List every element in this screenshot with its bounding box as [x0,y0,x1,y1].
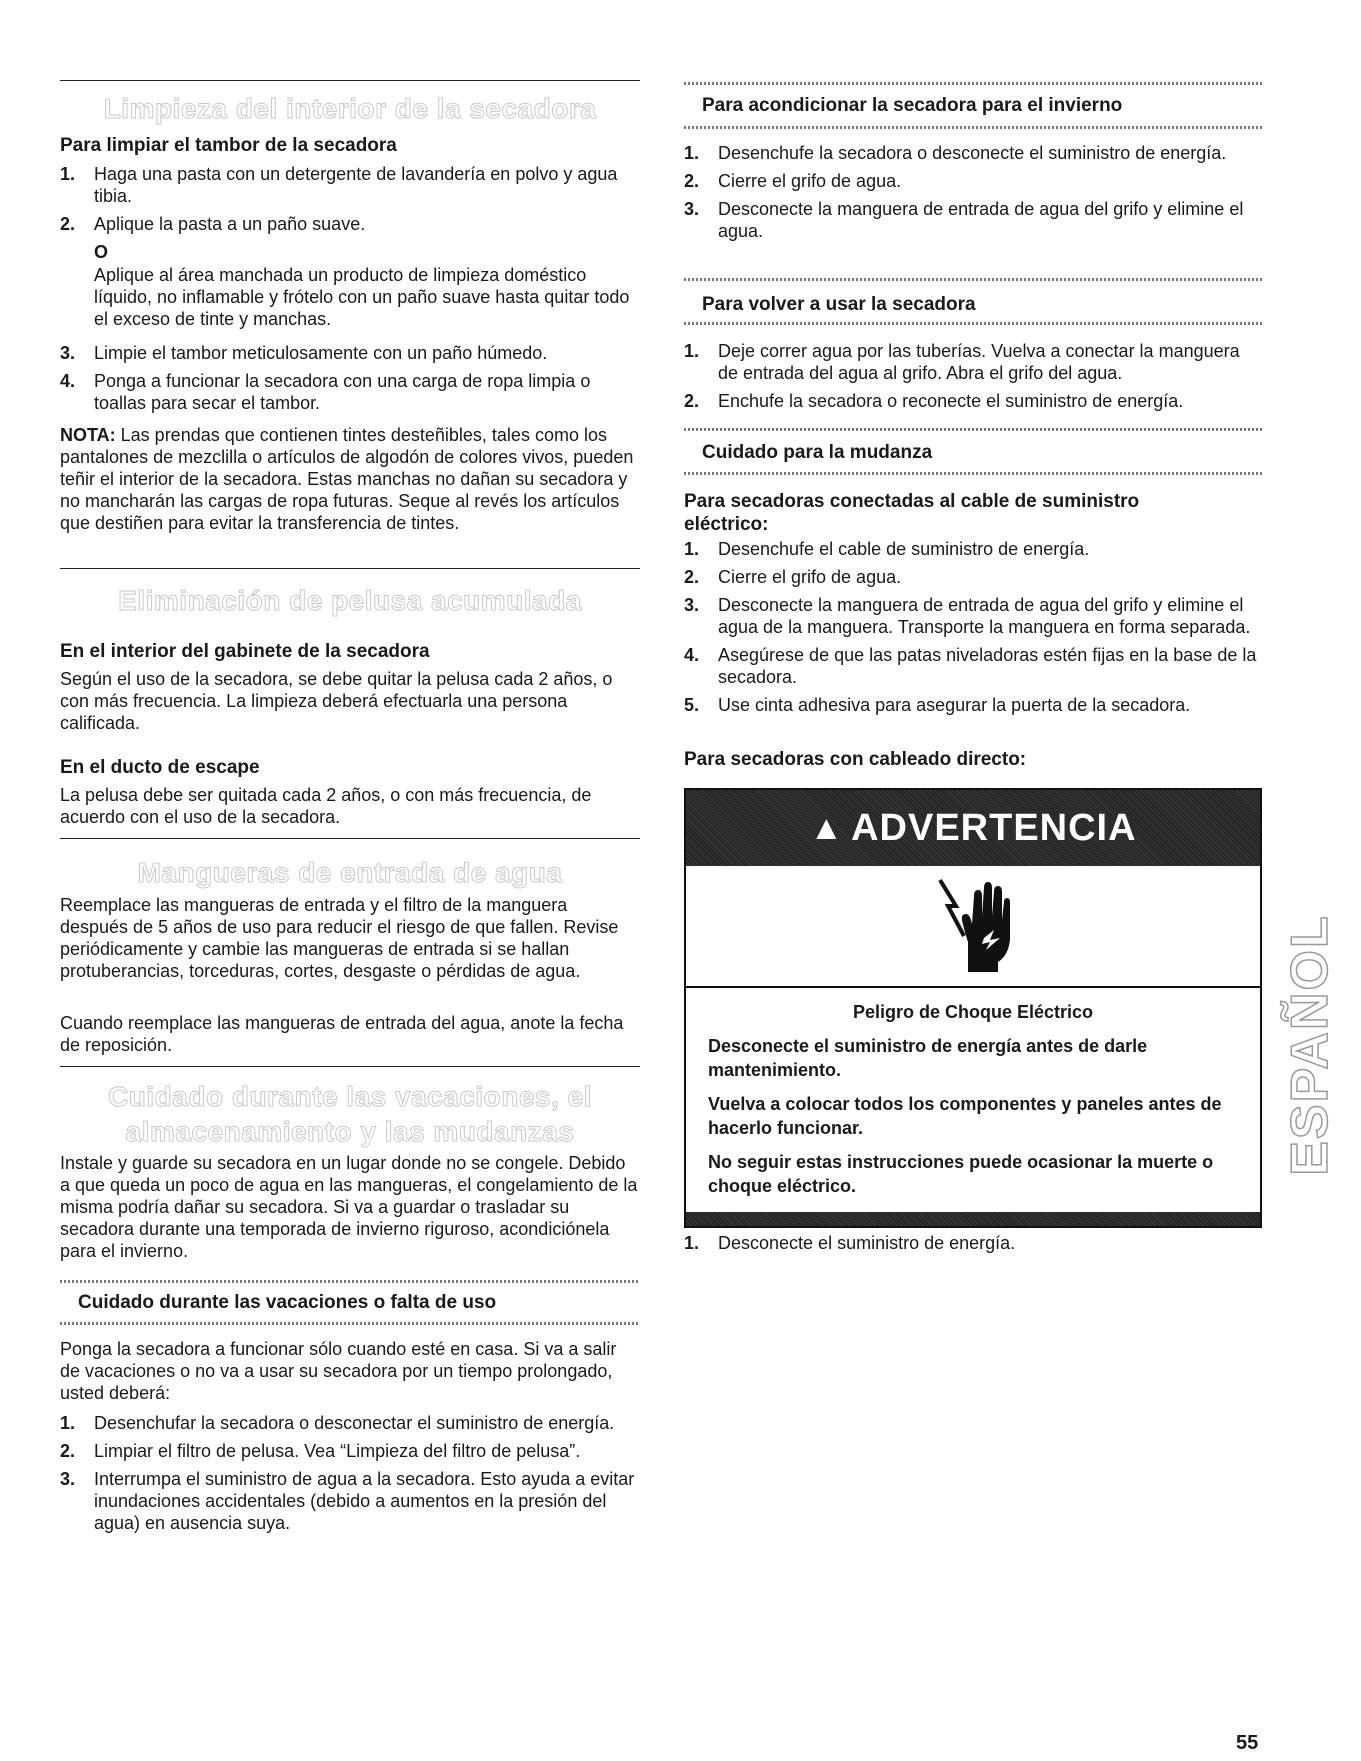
paragraph: La pelusa debe ser quitada cada 2 años, o con más frecuencia, de acuerdo con el uso de la secadora. [60,785,592,827]
section-divider [60,568,640,569]
numbered-list [684,1232,1262,1254]
subheading: En el interior del gabinete de la secadora [60,641,430,662]
paragraph: Reemplace las mangueras de entrada y el filtro de la manguera después de 5 años de uso para reducir el riesgo de que fallen. Revise periódicamente y cambie las mangueras de entrada si se hallan protuberancias, torceduras, cortes, desgaste o pérdidas de agua. [60,895,619,981]
box-top-rule [684,278,1262,281]
numbered-list [684,142,1262,242]
box-bottom-rule [60,1322,640,1325]
numbered-list [60,1412,640,1534]
box-title: Cuidado para la mudanza [702,442,933,463]
list-item: 1. Deje correr agua por las tuberías. Vuelva a conectar la manguera de entrada del agua al grifo. Abra el grifo del agua. [684,341,1240,383]
section-divider [60,1066,640,1067]
section-heading: Eliminación de pelusa acumulada [118,585,582,616]
warning-icon-area [686,866,1260,988]
list-item: 1. Haga una pasta con un detergente de lavandería en polvo y agua tibia. [60,164,618,206]
list-item: 2. Limpiar el filtro de pelusa. Vea “Limpieza del filtro de pelusa”. [60,1441,581,1461]
numbered-list [684,340,1262,412]
page-number: 55 [1236,1732,1259,1754]
numbered-list [60,163,640,235]
list-item: 3. Interrumpa el suministro de agua a la secadora. Esto ayuda a evitar inundaciones accidentales (debido a aumentos en la presión del agua) en ausencia suya. [60,1469,635,1533]
electric-shock-hand-icon [934,876,1014,976]
box-top-rule [684,82,1262,85]
note-paragraph [60,424,640,534]
list-item: 4. Ponga a funcionar la secadora con una carga de ropa limpia o toallas para secar el tambor. [60,371,591,413]
list-item: 3. Desconecte la manguera de entrada de agua del grifo y elimine el agua. [684,199,1244,241]
warning-triangle-icon: ▲ [809,808,844,847]
section-divider [60,838,640,839]
numbered-list [60,342,640,414]
section-heading-line2: almacenamiento y las mudanzas [125,1116,575,1147]
warning-hazard: Peligro de Choque Eléctrico [852,1002,1094,1022]
box-title: Cuidado durante las vacaciones o falta de uso [78,1292,497,1313]
subheading: En el ducto de escape [60,757,260,778]
list-item: 4. Asegúrese de que las patas niveladoras estén fijas en la base de la secadora. [684,645,1257,687]
list-item: 2. Aplique la pasta a un paño suave. [60,214,366,234]
box-title: Para volver a usar la secadora [702,294,976,315]
paragraph: Instale y guarde su secadora en un lugar donde no se congele. Debido a que queda un poco de agua en las mangueras, el congelamiento de la misma podría dañar su secadora. Si va a guardar o trasladar su secadora durante una temporada de invierno riguroso, acondiciónela para el invierno. [60,1153,638,1261]
list-item: 1. Desenchufe el cable de suministro de energía. [684,539,1090,559]
warning-band [686,790,1260,866]
list-item: 5. Use cinta adhesiva para asegurar la puerta de la secadora. [684,695,1191,715]
section-heading: Limpieza del interior de la secadora [103,93,597,124]
list-item: 1. Desenchufe la secadora o desconecte el suministro de energía. [684,143,1227,163]
paragraph: Cuando reemplace las mangueras de entrada del agua, anote la fecha de reposición. [60,1013,624,1055]
box-title: Para acondicionar la secadora para el invierno [702,95,1123,116]
warning-line: No seguir estas instrucciones puede ocasionar la muerte o choque eléctrico. [708,1152,1214,1196]
warning-title: ADVERTENCIA [851,806,1137,849]
box-bottom-rule [684,126,1262,129]
note-text: Las prendas que contienen tintes desteñibles, tales como los pantalones de mezclilla o artículos de algodón de colores vivos, pueden teñir el interior de la secadora. Estas manchas no dañan su secadora y no mancharán las cargas de ropa futuras. Seque al revés los artículos que destiñen para evitar la transferencia de tintes. [60,425,634,533]
list-item: 1. Desconecte el suministro de energía. [684,1233,1016,1253]
subheading: Para limpiar el tambor de la secadora [60,135,397,156]
box-top-rule [684,428,1262,431]
warning-line: Vuelva a colocar todos los componentes y paneles antes de hacerlo funcionar. [708,1094,1222,1138]
box-bottom-rule [684,472,1262,475]
list-item: 3. Limpie el tambor meticulosamente con un paño húmedo. [60,343,548,363]
warning-bottom-band [686,1212,1260,1226]
list-item: 3. Desconecte la manguera de entrada de agua del grifo y elimine el agua de la manguera. Transporte la manguera en forma separada. [684,595,1251,637]
list-item: 2. Enchufe la secadora o reconecte el suministro de energía. [684,391,1184,411]
subheading: Para secadoras conectadas al cable de suministro eléctrico: [684,491,1140,535]
paragraph: Según el uso de la secadora, se debe quitar la pelusa cada 2 años, o con más frecuencia. La limpieza deberá efectuarla una persona calificada. [60,669,613,733]
box-bottom-rule [684,322,1262,325]
section-heading: Mangueras de entrada de agua [137,857,563,888]
list-item: 1. Desenchufar la secadora o desconectar el suministro de energía. [60,1413,615,1433]
or-paragraph: Aplique al área manchada un producto de limpieza doméstico líquido, no inflamable y frótelo con un paño suave hasta quitar todo el exceso de tinte y manchas. [94,265,630,329]
list-item: 2. Cierre el grifo de agua. [684,171,902,191]
numbered-list [684,538,1262,716]
subheading: Para secadoras con cableado directo: [684,749,1027,770]
paragraph: Ponga la secadora a funcionar sólo cuando esté en casa. Si va a salir de vacaciones o no va a usar su secadora por un tiempo prolongado, usted deberá: [60,1339,617,1403]
warning-box [684,788,1262,1228]
note-label: NOTA: [60,425,116,445]
language-side-tab [1280,900,1340,1190]
section-divider [60,80,640,81]
list-item: 2. Cierre el grifo de agua. [684,567,902,587]
warning-line: Desconecte el suministro de energía antes de darle mantenimiento. [708,1036,1148,1080]
side-tab-label: ESPAÑOL [1281,914,1339,1176]
or-label: O [94,242,109,262]
box-top-rule [60,1280,640,1283]
warning-text [686,988,1260,1212]
section-heading-line1: Cuidado durante las vacaciones, el [108,1081,592,1112]
